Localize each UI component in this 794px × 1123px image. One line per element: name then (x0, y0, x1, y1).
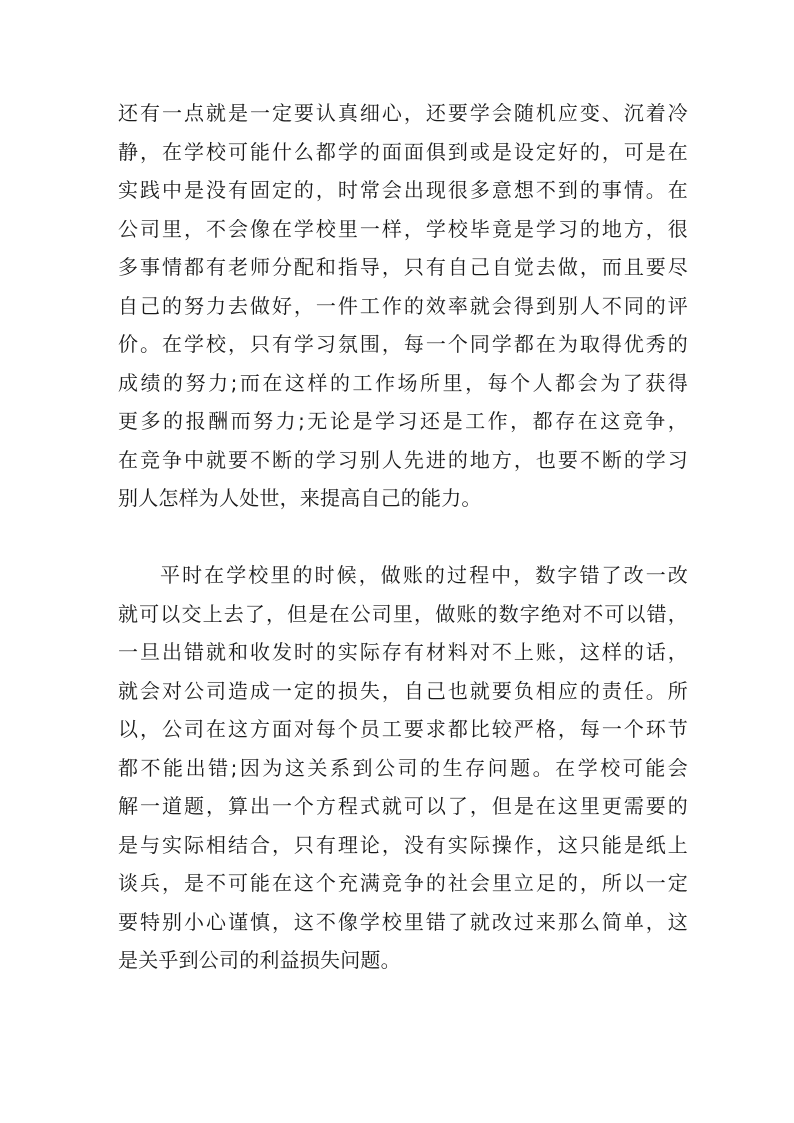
paragraph-1-line: 更多的报酬而努力;无论是学习还是工作，都存在这竞争， (118, 409, 688, 433)
paragraph-2-line: 就会对公司造成一定的损失，自己也就要负相应的责任。所 (118, 678, 688, 703)
paragraph-2 (118, 556, 688, 980)
paragraph-1-line: 实践中是没有固定的，时常会出现很多意想不到的事情。在 (118, 178, 688, 202)
paragraph-2-line: 是关乎到公司的利益损失问题。 (118, 948, 401, 972)
paragraph-2-line: 谈兵，是不可能在这个充满竞争的社会里立足的，所以一定 (118, 871, 688, 895)
paragraph-1-line: 在竞争中就要不断的学习别人先进的地方，也要不断的学习 (118, 447, 688, 472)
paragraph-2-line: 是与实际相结合，只有理论，没有实际操作，这只能是纸上 (118, 832, 688, 857)
paragraph-1-line: 公司里，不会像在学校里一样，学校毕竟是学习的地方，很 (118, 216, 688, 241)
paragraph-1-line: 自己的努力去做好，一件工作的效率就会得到别人不同的评 (118, 293, 688, 318)
paragraph-1-line: 静，在学校可能什么都学的面面俱到或是设定好的，可是在 (118, 139, 688, 164)
paragraph-1-line: 成绩的努力;而在这样的工作场所里，每个人都会为了获得 (118, 370, 688, 395)
paragraph-1-line: 价。在学校，只有学习氛围，每一个同学都在为取得优秀的 (118, 332, 688, 356)
paragraph-2-line: 要特别小心谨慎，这不像学校里错了就改过来那么简单，这 (118, 909, 688, 934)
paragraph-1-line: 别人怎样为人处世，来提高自己的能力。 (118, 486, 482, 510)
paragraph-2-line: 就可以交上去了，但是在公司里，做账的数字绝对不可以错， (118, 601, 688, 626)
paragraph-1 (118, 94, 688, 518)
paragraph-2-line: 一旦出错就和收发时的实际存有材料对不上账，这样的话， (118, 640, 688, 664)
paragraph-2-line: 都不能出错;因为这关系到公司的生存问题。在学校可能会 (118, 755, 688, 780)
paragraph-1-line: 还有一点就是一定要认真细心，还要学会随机应变、沉着冷 (118, 101, 688, 125)
paragraph-2-line: 以，公司在这方面对每个员工要求都比较严格，每一个环节 (118, 717, 688, 741)
paragraph-2-line: 解一道题，算出一个方程式就可以了，但是在这里更需要的 (118, 794, 688, 818)
paragraph-1-line: 多事情都有老师分配和指导，只有自己自觉去做，而且要尽 (118, 255, 688, 279)
paragraph-2-line: 平时在学校里的时候，做账的过程中，数字错了改一改 (160, 563, 688, 587)
